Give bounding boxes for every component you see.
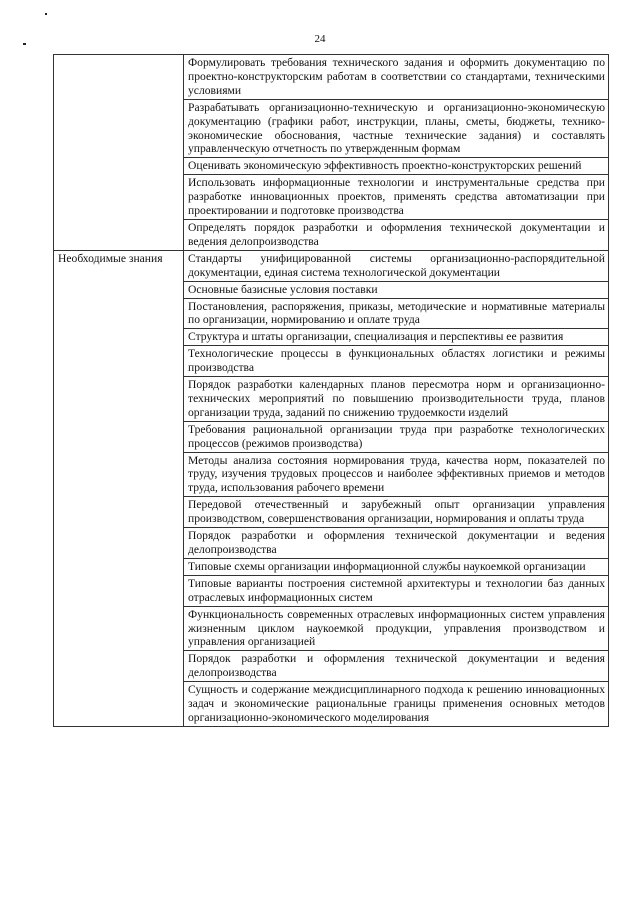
skill-cell: Разрабатывать организационно-техническую и организационно-экономическую документацию (графики работ, инструкции, планы, сметы, бюджеты, технико-экономические обоснования, частные технические задания) и составлять управленческую отчетность по утвержденным формам [184, 99, 609, 158]
knowledge-cell: Типовые варианты построения системной архитектуры и технологии баз данных отраслевых информационных систем [184, 575, 609, 606]
knowledge-cell: Типовые схемы организации информационной службы наукоемкой организации [184, 558, 609, 575]
row-header-knowledge [54, 250, 184, 726]
skill-cell: Определять порядок разработки и оформления технической документации и ведения делопроизводства [184, 219, 609, 250]
knowledge-cell: Порядок разработки и оформления технической документации и ведения делопроизводства [184, 528, 609, 559]
knowledge-header: Необходимые знания [58, 251, 163, 265]
knowledge-cell: Сущность и содержание междисциплинарного подхода к решению инновационных задач и экономические рациональные границы применения основных методов организационно-экономического моделирования [184, 682, 609, 727]
knowledge-cell: Требования рациональной организации труда при разработке технологических процессов (режимов производства) [184, 421, 609, 452]
knowledge-cell: Передовой отечественный и зарубежный опыт организации управления производством, совершенствования организации, нормирования и оплаты труда [184, 497, 609, 528]
knowledge-cell: Основные базисные условия поставки [184, 281, 609, 298]
scan-mark [45, 13, 47, 15]
row-header-empty [54, 55, 184, 251]
page-number: 24 [314, 33, 326, 45]
knowledge-cell: Технологические процессы в функциональных областях логистики и режимы производства [184, 346, 609, 377]
table-row [54, 55, 609, 100]
skill-cell: Формулировать требования технического задания и оформить документацию по проектно-конструкторским работам в соответствии со стандартами, техническими условиями [184, 55, 609, 100]
knowledge-cell: Структура и штаты организации, специализация и перспективы ее развития [184, 329, 609, 346]
skill-cell: Оценивать экономическую эффективность проектно-конструкторских решений [184, 158, 609, 175]
knowledge-cell: Методы анализа состояния нормирования труда, качества норм, показателей по труду, изучения трудовых процессов и наиболее эффективных приемов и методов труда, использования рабочего времени [184, 452, 609, 497]
knowledge-cell: Стандарты унифицированной системы организационно-распорядительной документации, единая система технологической документации [184, 250, 609, 281]
table-row [54, 250, 609, 281]
knowledge-cell: Функциональность современных отраслевых информационных систем управления жизненным циклом наукоемкой продукции, управления производством и управления организацией [184, 606, 609, 651]
knowledge-cell: Порядок разработки календарных планов пересмотра норм и организационно-технических мероприятий по повышению производительности труда, планов организации труда, заданий по снижению трудоемкости изделий [184, 377, 609, 422]
knowledge-cell: Постановления, распоряжения, приказы, методические и нормативные материалы по организации, нормированию и оплате труда [184, 298, 609, 329]
knowledge-cell: Порядок разработки и оформления технической документации и ведения делопроизводства [184, 651, 609, 682]
requirements-table [53, 54, 609, 727]
skill-cell: Использовать информационные технологии и инструментальные средства при разработке инновационных проектов, применять средства автоматизации при проектировании и подготовке производства [184, 175, 609, 220]
